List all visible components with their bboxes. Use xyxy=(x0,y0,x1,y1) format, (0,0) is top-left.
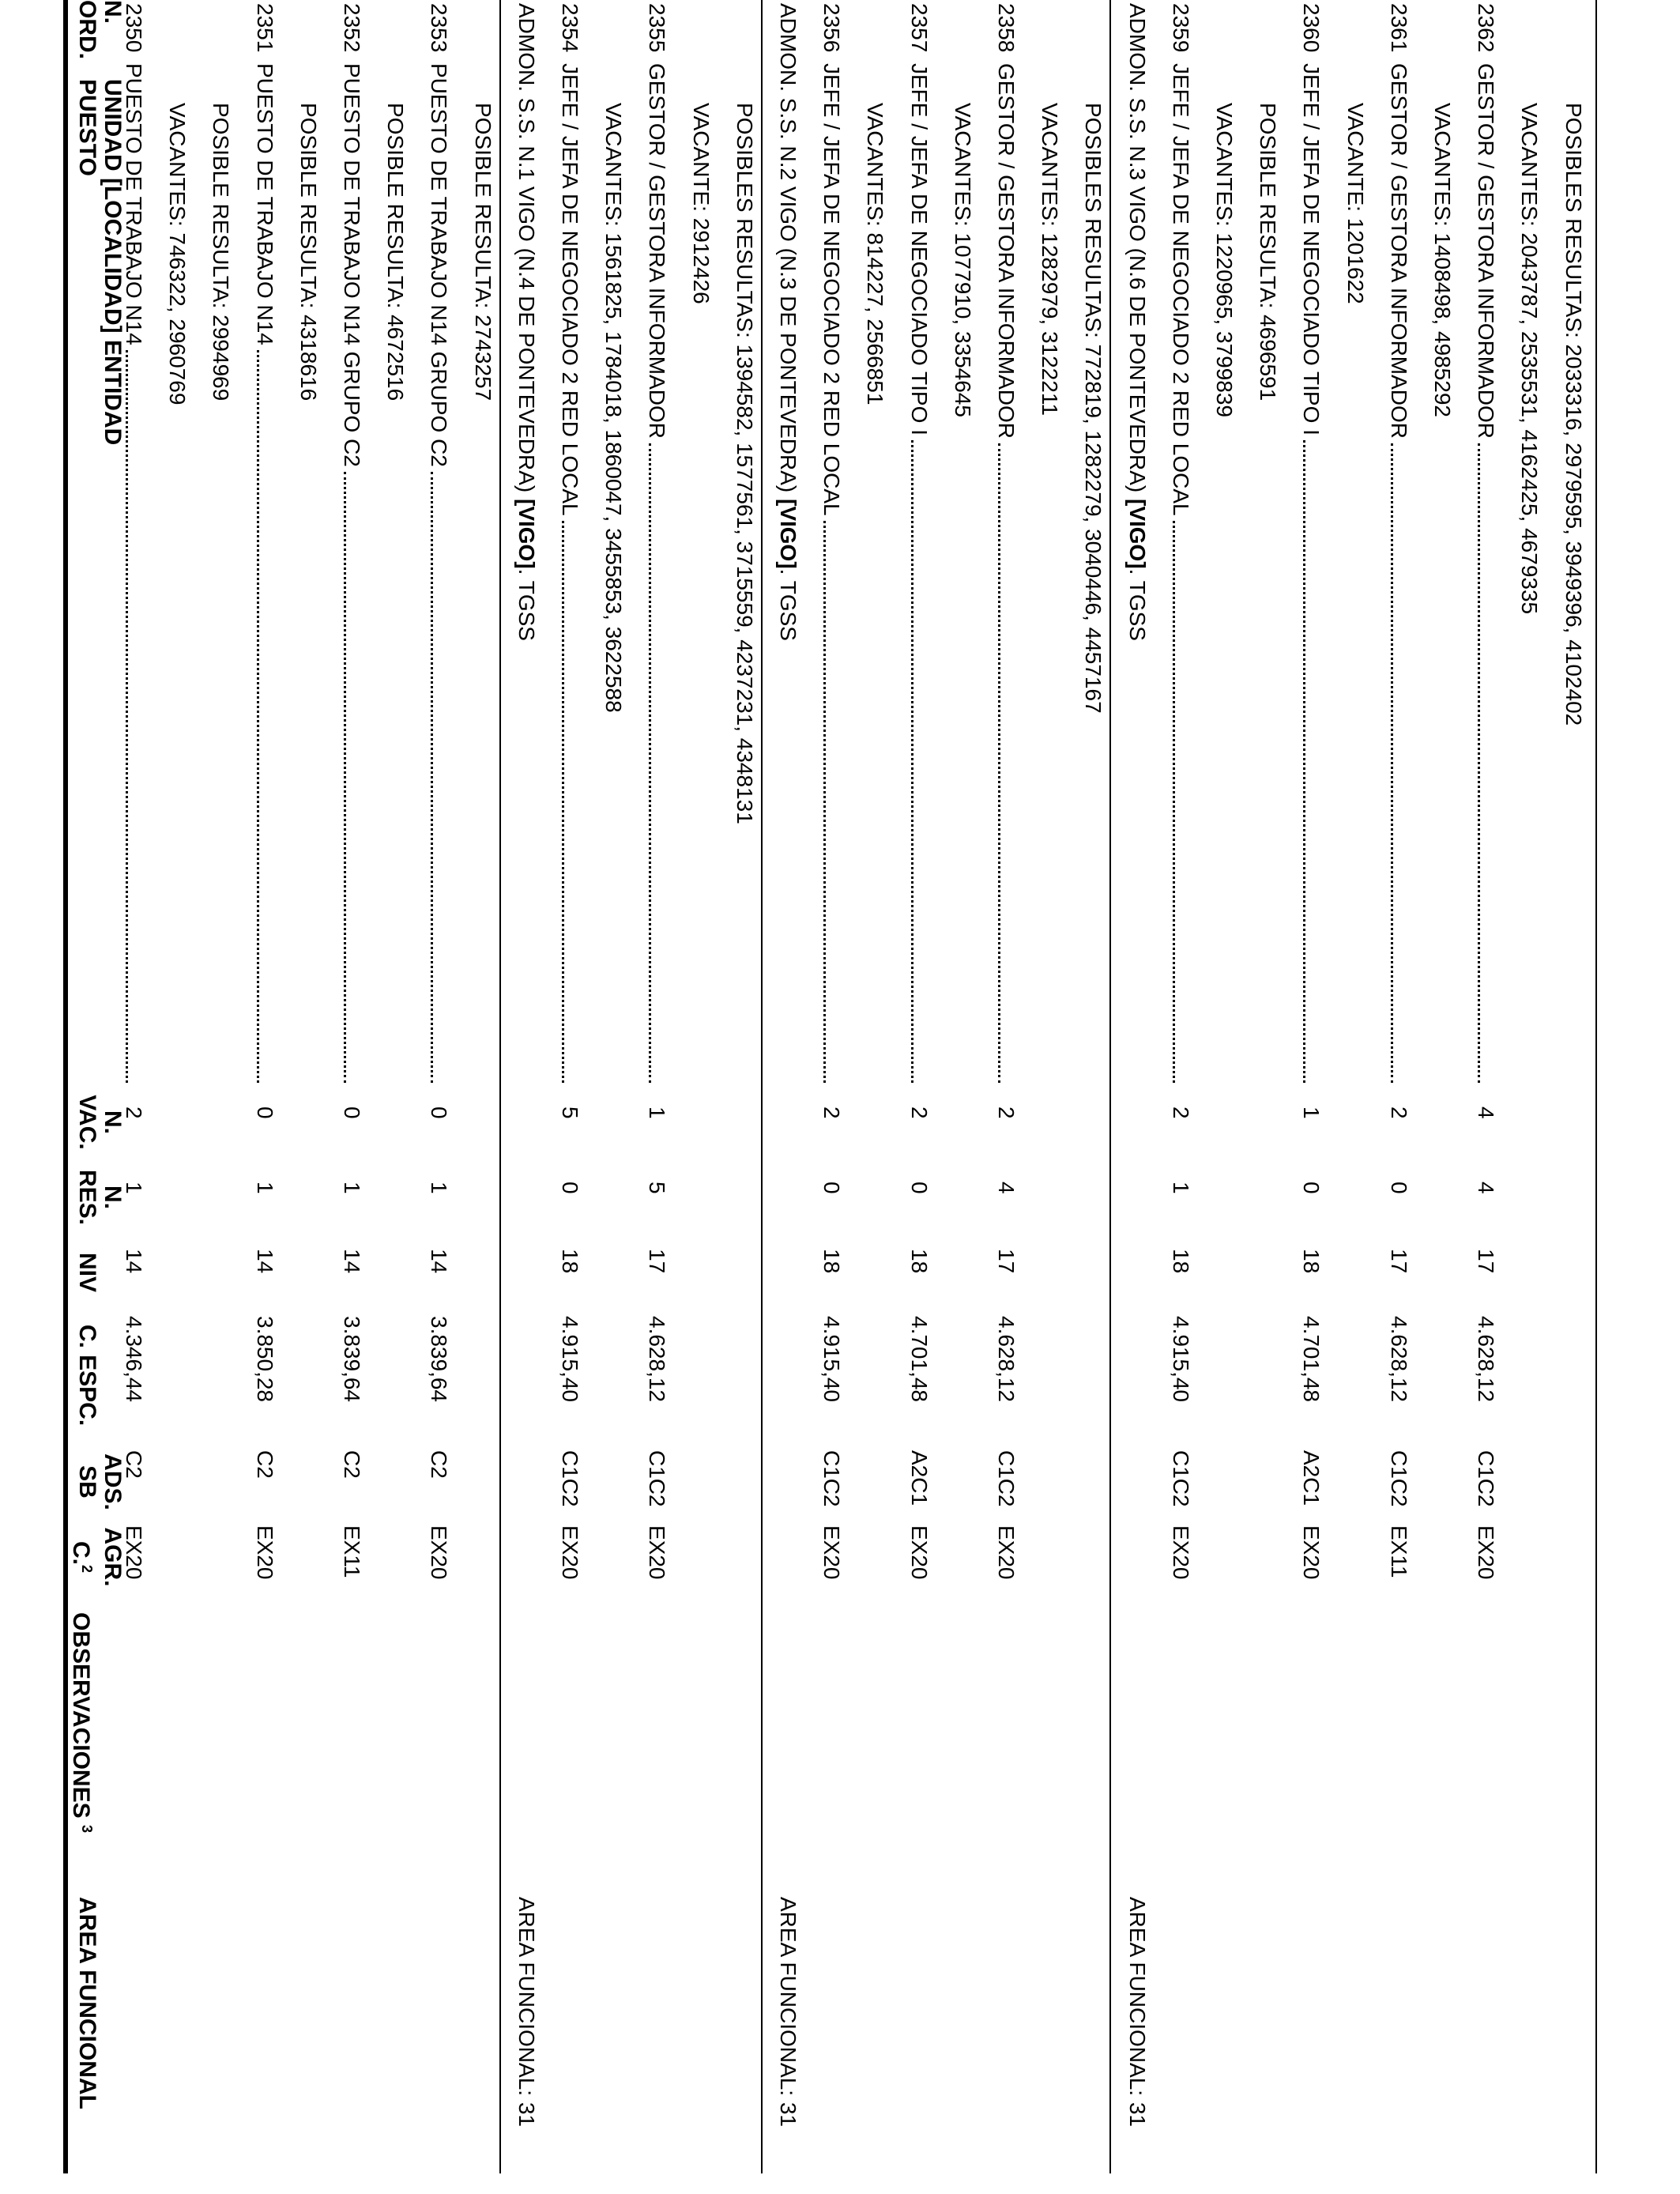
row-detail: POSIBLE RESULTA: 2743257 xyxy=(470,103,495,401)
unit-name: ADMON. S.S. N.3 VIGO (N.6 DE PONTEVEDRA) xyxy=(1124,3,1150,493)
row-n-vac: 0 xyxy=(427,1106,452,1119)
row-detail: VACANTES: 2043787, 2535531, 4162425, 4679335 xyxy=(1517,103,1543,615)
col-header-observaciones: OBSERVACIONES $^3$ xyxy=(68,1612,95,1833)
row-n-vac: 5 xyxy=(558,1106,582,1119)
row-puesto: PUESTO DE TRABAJO N14 GRUPO C2 xyxy=(340,63,364,467)
row-n-vac: 2 xyxy=(906,1106,932,1119)
row-puesto: GESTOR / GESTORA INFORMADOR xyxy=(1386,63,1411,439)
row-c-espc: 4.701,48 xyxy=(1299,1316,1324,1402)
row-n-res: 1 xyxy=(122,1182,146,1194)
row-n-vac: 2 xyxy=(994,1106,1019,1119)
row-ads-sb: C2 xyxy=(122,1450,146,1479)
row-order-number: 2355 xyxy=(645,3,670,53)
col-header-niv: NIV xyxy=(74,1252,100,1292)
row-niv: 18 xyxy=(906,1249,932,1274)
dot-leader xyxy=(1391,443,1393,1083)
unit-locality: [VIGO] xyxy=(1124,499,1150,569)
row-agr-c: EX11 xyxy=(340,1525,364,1578)
row-niv: 14 xyxy=(122,1249,146,1274)
row-n-res: 4 xyxy=(1474,1182,1499,1194)
row-niv: 17 xyxy=(1386,1249,1411,1274)
row-agr-c: EX20 xyxy=(427,1525,452,1580)
row-order-number: 2362 xyxy=(1474,3,1499,53)
row-detail: VACANTES: 1561825, 1784018, 1860047, 3455853, 3622588 xyxy=(601,103,627,713)
row-agr-c: EX20 xyxy=(1474,1525,1499,1580)
row-niv: 17 xyxy=(645,1249,670,1274)
row-detail: POSIBLE RESULTA: 4318616 xyxy=(296,103,321,401)
row-order-number: 2350 xyxy=(122,3,146,53)
row-n-res: 4 xyxy=(994,1182,1019,1194)
row-ads-sb: C1C2 xyxy=(1386,1450,1411,1507)
col-header-unidad-puesto: UNIDAD [LOCALIDAD] ENTIDAD PUESTO xyxy=(74,79,126,446)
row-order-number: 2359 xyxy=(1168,3,1193,53)
row-c-espc: 4.628,12 xyxy=(1474,1316,1499,1402)
col-header-ads-sb: ADS. SB xyxy=(74,1453,126,1510)
col-header-c-espc: C. ESPC. xyxy=(74,1324,100,1427)
row-niv: 18 xyxy=(1299,1249,1324,1274)
row-detail: POSIBLES RESULTAS: 772819, 1282279, 3040446, 4457167 xyxy=(1081,103,1106,714)
row-ads-sb: C2 xyxy=(427,1450,452,1479)
row-agr-c: EX20 xyxy=(906,1525,932,1580)
row-n-res: 0 xyxy=(819,1182,845,1194)
row-c-espc: 4.915,40 xyxy=(819,1316,845,1402)
row-c-espc: 3.850,28 xyxy=(252,1316,277,1402)
col-header-agr-c: AGR. C.$^2$ xyxy=(68,1527,126,1587)
row-n-vac: 2 xyxy=(1168,1106,1193,1119)
row-order-number: 2358 xyxy=(994,3,1019,53)
row-c-espc: 4.915,40 xyxy=(1168,1316,1193,1402)
unit-entity: . TGSS xyxy=(1124,568,1150,641)
dot-leader xyxy=(1478,443,1480,1083)
row-n-vac: 0 xyxy=(252,1106,277,1119)
row-c-espc: 4.628,12 xyxy=(645,1316,670,1402)
row-agr-c: EX20 xyxy=(122,1525,146,1580)
row-puesto: PUESTO DE TRABAJO N14 xyxy=(252,63,277,345)
row-ads-sb: C1C2 xyxy=(645,1450,670,1507)
row-ads-sb: A2C1 xyxy=(906,1450,932,1506)
row-agr-c: EX20 xyxy=(645,1525,670,1580)
col-header-n-ord: N. ORD. xyxy=(74,0,126,59)
row-puesto: PUESTO DE TRABAJO N14 xyxy=(122,63,146,345)
row-detail: POSIBLES RESULTAS: 1394582, 1577561, 3715559, 4237231, 4348131 xyxy=(732,103,757,824)
row-niv: 18 xyxy=(558,1249,582,1274)
dot-leader xyxy=(911,440,913,1083)
row-detail: POSIBLE RESULTA: 2994969 xyxy=(209,103,234,401)
row-n-res: 0 xyxy=(1386,1182,1411,1194)
unit-heading xyxy=(776,3,800,641)
dot-leader xyxy=(1303,440,1305,1083)
dot-leader xyxy=(562,521,564,1083)
row-ads-sb: C1C2 xyxy=(1474,1450,1499,1507)
row-order-number: 2353 xyxy=(427,3,452,53)
row-n-res: 5 xyxy=(645,1182,670,1194)
row-detail: VACANTES: 746322, 2960769 xyxy=(165,103,190,405)
row-c-espc: 4.628,12 xyxy=(1386,1316,1411,1402)
row-order-number: 2356 xyxy=(819,3,845,53)
row-order-number: 2361 xyxy=(1386,3,1411,53)
col-header-n-res: N. RES. xyxy=(74,1169,126,1226)
row-puesto: JEFE / JEFA DE NEGOCIADO 2 RED LOCAL xyxy=(1168,63,1193,516)
row-order-number: 2352 xyxy=(340,3,364,53)
row-n-res: 0 xyxy=(1299,1182,1324,1194)
row-n-vac: 2 xyxy=(819,1106,845,1119)
unit-entity: . TGSS xyxy=(776,568,800,641)
row-agr-c: EX20 xyxy=(994,1525,1019,1580)
row-ads-sb: C1C2 xyxy=(994,1450,1019,1507)
row-n-res: 0 xyxy=(558,1182,582,1194)
unit-divider xyxy=(1109,0,1111,2173)
row-n-res: 1 xyxy=(340,1182,364,1194)
row-detail: POSIBLE RESULTA: 4696591 xyxy=(1256,103,1281,401)
dot-leader xyxy=(1173,521,1175,1083)
dot-leader xyxy=(257,350,259,1083)
unit-entity: . TGSS xyxy=(514,568,539,641)
row-ads-sb: A2C1 xyxy=(1299,1450,1324,1506)
dot-leader xyxy=(823,521,826,1083)
row-c-espc: 4.915,40 xyxy=(558,1316,582,1402)
row-ads-sb: C1C2 xyxy=(819,1450,845,1507)
area-funcional-value: AREA FUNCIONAL: 31 xyxy=(514,1897,539,2127)
unit-name: ADMON. S.S. N.1 VIGO (N.4 DE PONTEVEDRA) xyxy=(514,3,539,493)
row-niv: 14 xyxy=(252,1249,277,1274)
row-detail: VACANTES: 814227, 2566851 xyxy=(863,103,888,405)
row-c-espc: 3.839,64 xyxy=(340,1316,364,1402)
row-n-vac: 1 xyxy=(645,1106,670,1119)
unit-heading xyxy=(1125,3,1149,641)
row-puesto: JEFE / JEFA DE NEGOCIADO 2 RED LOCAL xyxy=(558,63,582,516)
row-agr-c: EX20 xyxy=(1168,1525,1193,1580)
row-niv: 18 xyxy=(1168,1249,1193,1274)
row-niv: 14 xyxy=(340,1249,364,1274)
row-c-espc: 4.346,44 xyxy=(122,1316,146,1402)
header-rule xyxy=(63,0,68,2173)
row-n-vac: 2 xyxy=(122,1106,146,1119)
row-c-espc: 3.839,64 xyxy=(427,1316,452,1402)
row-agr-c: EX20 xyxy=(819,1525,845,1580)
row-n-vac: 0 xyxy=(340,1106,364,1119)
area-funcional-value: AREA FUNCIONAL: 31 xyxy=(1124,1897,1150,2127)
row-order-number: 2351 xyxy=(252,3,277,53)
col-header-n-vac: N. VAC. xyxy=(74,1095,126,1150)
row-n-vac: 2 xyxy=(1386,1106,1411,1119)
row-puesto: GESTOR / GESTORA INFORMADOR xyxy=(994,63,1019,439)
unit-locality: [VIGO] xyxy=(776,499,800,569)
row-puesto: PUESTO DE TRABAJO N14 GRUPO C2 xyxy=(427,63,452,467)
unit-locality: [VIGO] xyxy=(514,499,539,569)
row-order-number: 2360 xyxy=(1299,3,1324,53)
row-c-espc: 4.701,48 xyxy=(906,1316,932,1402)
dot-leader xyxy=(649,443,651,1083)
dot-leader xyxy=(998,443,1000,1083)
row-puesto: JEFE / JEFA DE NEGOCIADO TIPO I xyxy=(906,63,932,435)
row-n-vac: 4 xyxy=(1474,1106,1499,1119)
area-funcional-value: AREA FUNCIONAL: 31 xyxy=(776,1897,800,2127)
row-ads-sb: C2 xyxy=(252,1450,277,1479)
row-agr-c: EX11 xyxy=(1386,1525,1411,1578)
row-agr-c: EX20 xyxy=(252,1525,277,1580)
row-n-res: 1 xyxy=(252,1182,277,1194)
row-detail: VACANTES: 1408498, 4985292 xyxy=(1430,103,1455,417)
row-ads-sb: C2 xyxy=(340,1450,364,1479)
row-detail: VACANTE: 1201622 xyxy=(1343,103,1368,304)
row-detail: VACANTES: 1220965, 3799839 xyxy=(1212,103,1237,417)
row-detail: VACANTES: 1077910, 3354645 xyxy=(950,103,975,417)
row-niv: 18 xyxy=(819,1249,845,1274)
unit-heading xyxy=(514,3,538,641)
row-niv: 14 xyxy=(427,1249,452,1274)
dot-leader xyxy=(126,350,128,1083)
row-c-espc: 4.628,12 xyxy=(994,1316,1019,1402)
unit-divider xyxy=(761,0,763,2173)
row-detail: VACANTE: 2912426 xyxy=(688,103,714,304)
row-n-res: 0 xyxy=(906,1182,932,1194)
dot-leader xyxy=(344,472,346,1083)
bottom-rule xyxy=(1595,0,1597,2173)
row-puesto: JEFE / JEFA DE NEGOCIADO 2 RED LOCAL xyxy=(819,63,845,516)
row-niv: 17 xyxy=(1474,1249,1499,1274)
row-n-res: 1 xyxy=(427,1182,452,1194)
row-agr-c: EX20 xyxy=(558,1525,582,1580)
dot-leader xyxy=(431,472,433,1083)
row-detail: POSIBLES RESULTAS: 2033316, 2979595, 3949396, 4102402 xyxy=(1561,103,1586,726)
row-puesto: GESTOR / GESTORA INFORMADOR xyxy=(645,63,670,439)
col-header-area-funcional: AREA FUNCIONAL xyxy=(74,1897,100,2109)
row-puesto: GESTOR / GESTORA INFORMADOR xyxy=(1474,63,1499,439)
row-order-number: 2354 xyxy=(558,3,582,53)
row-ads-sb: C1C2 xyxy=(1168,1450,1193,1507)
row-detail: POSIBLE RESULTA: 4672516 xyxy=(383,103,409,401)
row-ads-sb: C1C2 xyxy=(558,1450,582,1507)
row-order-number: 2357 xyxy=(906,3,932,53)
row-n-res: 1 xyxy=(1168,1182,1193,1194)
unit-name: ADMON. S.S. N.2 VIGO (N.3 DE PONTEVEDRA) xyxy=(776,3,800,493)
row-puesto: JEFE / JEFA DE NEGOCIADO TIPO I xyxy=(1299,63,1324,435)
unit-divider xyxy=(499,0,501,2173)
row-agr-c: EX20 xyxy=(1299,1525,1324,1580)
row-n-vac: 1 xyxy=(1299,1106,1324,1119)
row-niv: 17 xyxy=(994,1249,1019,1274)
row-detail: VACANTES: 1282979, 3122211 xyxy=(1038,103,1063,416)
